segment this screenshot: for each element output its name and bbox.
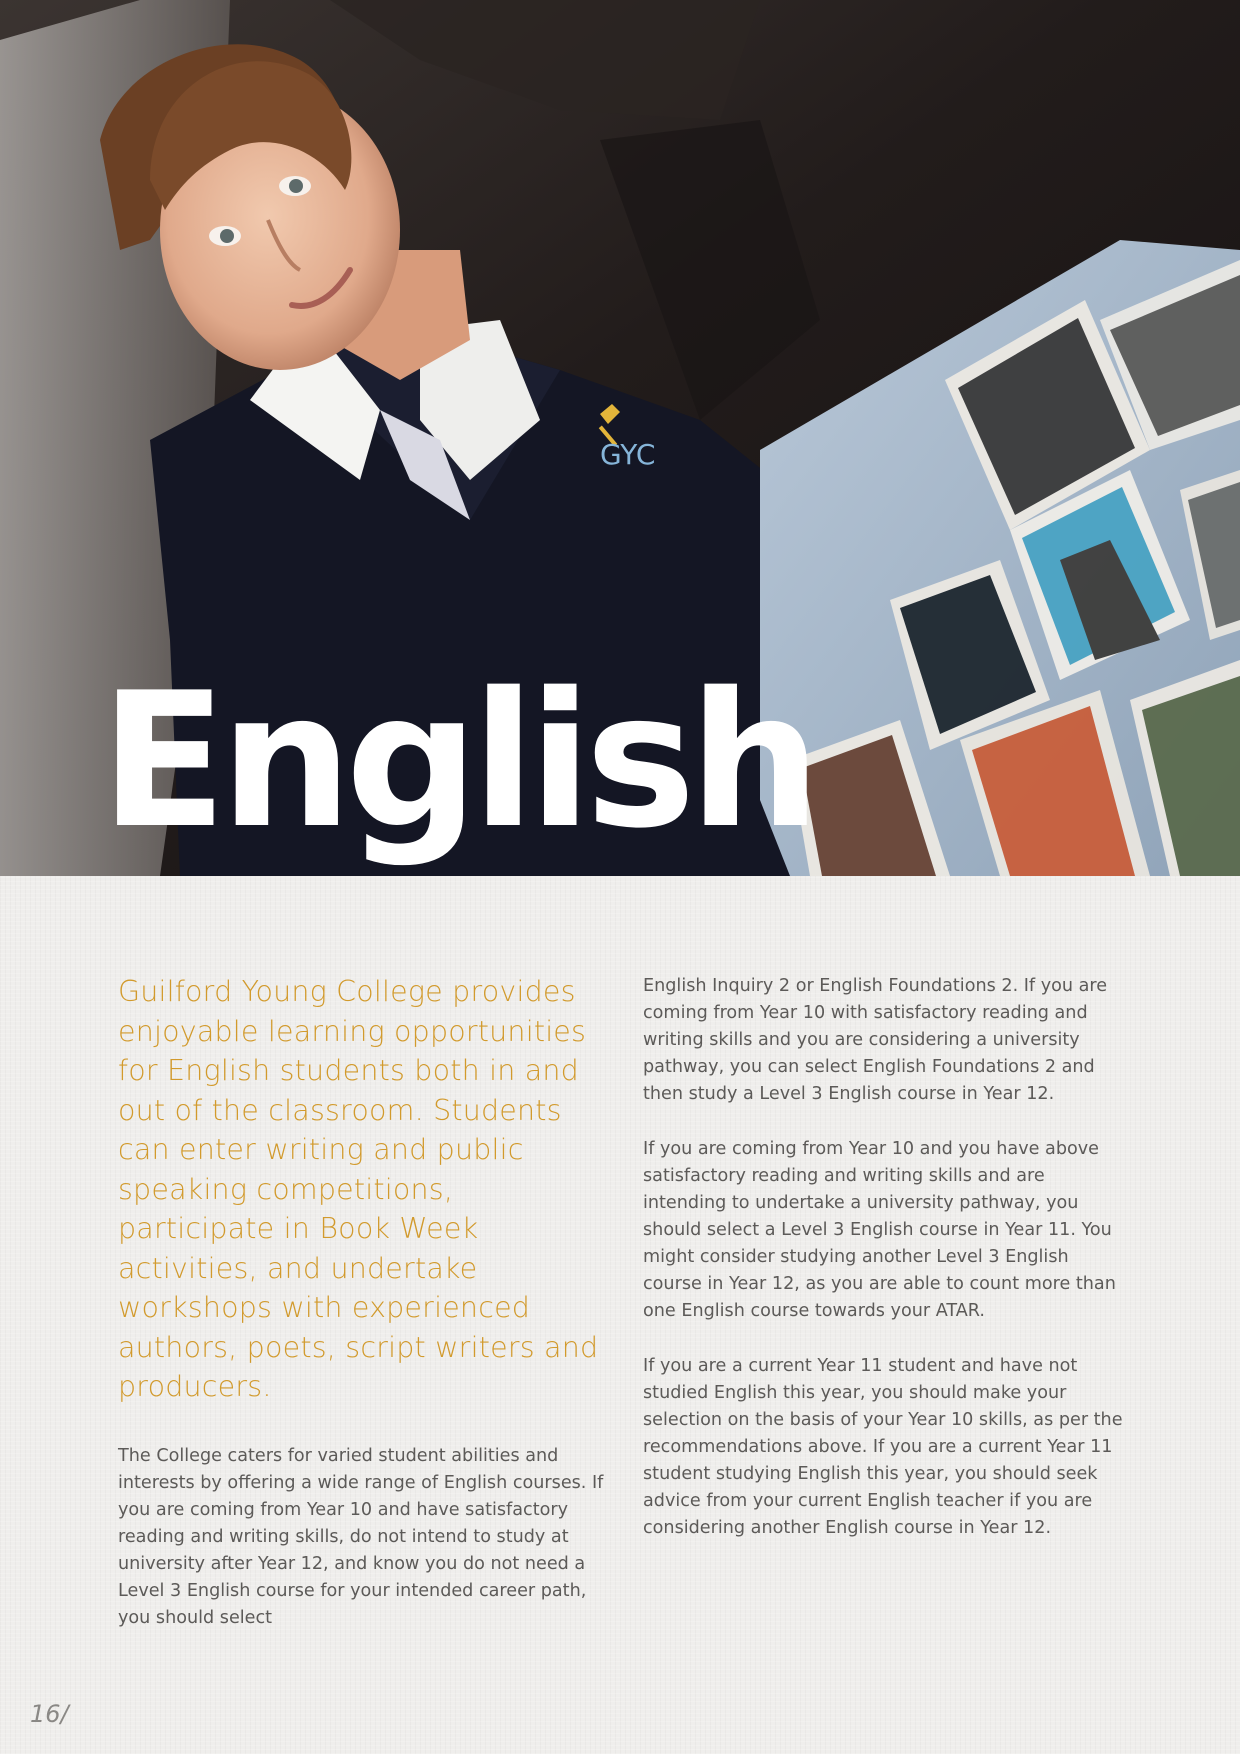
body-paragraph: The College caters for varied student abilities and interests by offering a wide range of English courses. If you are coming from Year 10 and have satisfactory reading and writing skills, do not intend to study at university after Year 12, and know you do not need a Level 3 English course for your intended career path, you should select <box>118 1445 604 1628</box>
body-paragraph: English Inquiry 2 or English Foundations 2. If you are coming from Year 10 with satisfactory reading and writing skills and you are considering a university pathway, you can select English Foundations 2 and then study a Level 3 English course in Year 12. <box>643 976 1108 1104</box>
page-number: 16/ <box>30 1700 69 1728</box>
body-paragraph: If you are coming from Year 10 and you have above satisfactory reading and writing skills and are intending to undertake a university pathway, you should select a Level 3 English course in Year 11. You might consider studying another Level 3 English course in Year 12, as you are able to count more than one English course towards your ATAR. <box>643 1139 1116 1321</box>
svg-text:GYC: GYC <box>600 438 656 471</box>
page-title: English <box>100 652 815 869</box>
body-paragraph: If you are a current Year 11 student and have not studied English this year, you should make your selection on the basis of your Year 10 skills, as per the recommendations above. If you are a current Year 11 student studying English this year, you should seek advice from your current English teacher if you are considering another English course in Year 12. <box>643 1356 1123 1538</box>
hero-photo <box>0 0 1240 876</box>
intro-paragraph: Guilford Young College provides enjoyable learning opportunities for English students both in and out of the classroom. Students can enter writing and public speaking competitions, participate in Book Week activities, and undertake workshops with experienced authors, poets, script writers and producers. <box>118 975 599 1403</box>
right-column <box>643 973 1123 1542</box>
left-column <box>118 972 608 1632</box>
